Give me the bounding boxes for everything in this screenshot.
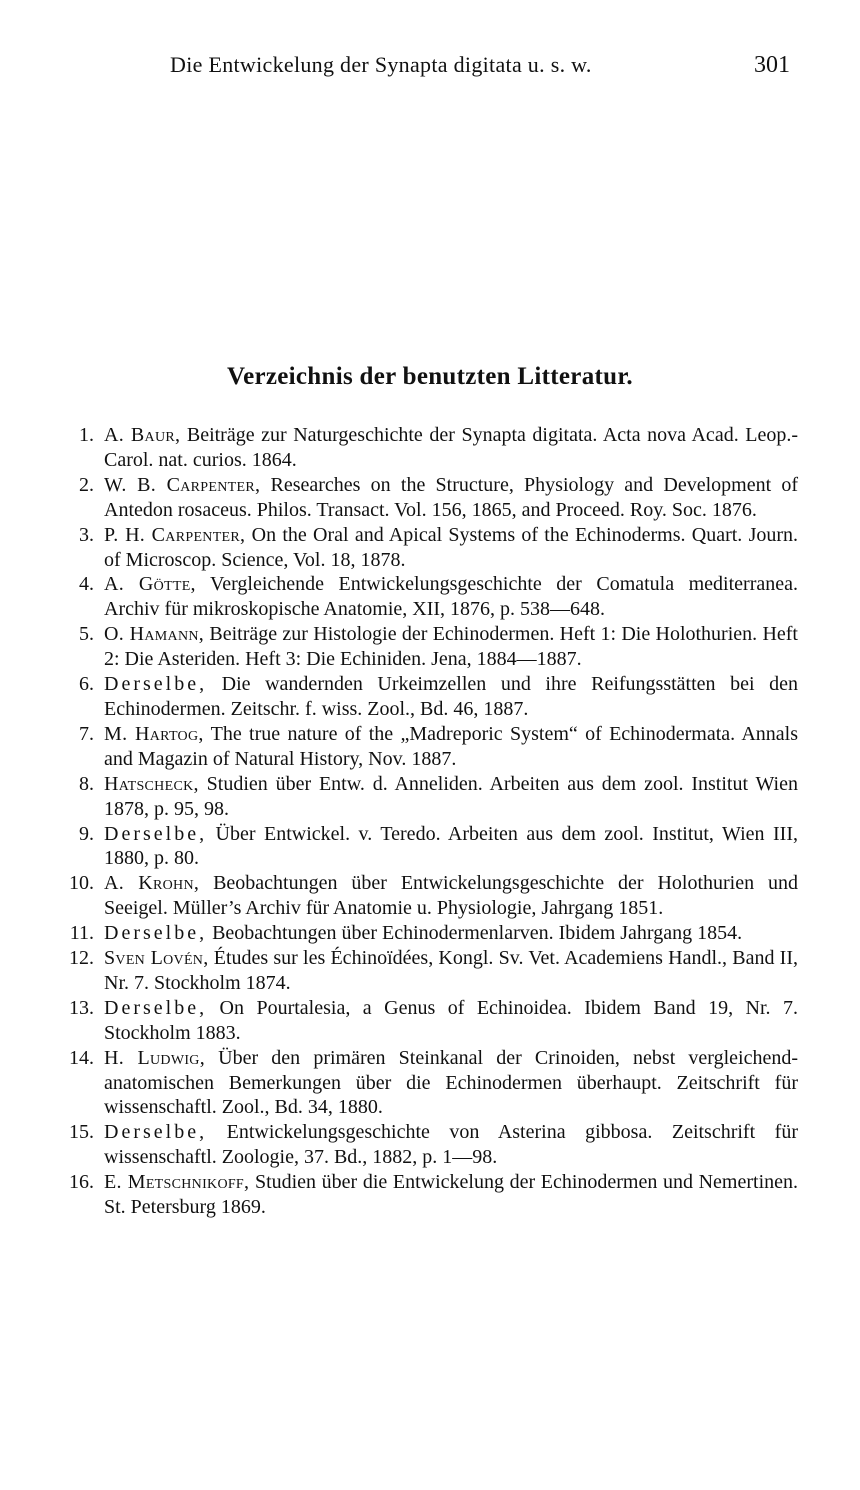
reference-text: The true nature of the „Madreporic System“ of Echinodermata. Annals and Magazin of Natural History, Nov. 1887. [104, 722, 799, 770]
reference-author: W. B. Carpenter, [104, 473, 261, 496]
section-title: Verzeichnis der benutzten Litteratur. [227, 363, 633, 390]
reference-text: Beiträge zur Histologie der Echinodermen. Heft 1: Die Holothurien. Heft 2: Die Asteriden. Heft 3: Die Echiniden. Jena, 1884—1887. [104, 623, 798, 671]
running-title: Die Entwickelung der Synapta digitata u. s. w. [170, 52, 592, 77]
reference-number: 16. [69, 1171, 94, 1194]
page-number: 301 [754, 52, 790, 78]
reference-text: Entwickelungsgeschichte von Asterina gibbosa. Zeitschrift für wissenschaftl. Zoologie, 37. Bd., 1882, p. 1—98. [104, 1121, 798, 1169]
reference-text: Beobachtungen über Echinodermenlarven. Ibidem Jahrgang 1854. [207, 922, 743, 945]
reference-text: On the Oral and Apical Systems of the Echinoderms. Quart. Journ. of Microscop. Science, Vol. 18, 1878. [104, 523, 799, 571]
reference-text: Über den primären Steinkanal der Crinoiden, nebst vergleichend-anatomischen Bemerkungen über die Echinodermen überhaupt. Zeitschrift für wissenschaftl. Zool., Bd. 34, 1880. [104, 1046, 798, 1119]
running-header [170, 52, 790, 86]
reference-list [50, 423, 798, 1220]
reference-number: 1. [79, 424, 94, 446]
reference-author: Derselbe, [104, 673, 208, 696]
reference-number: 5. [79, 623, 94, 646]
reference-item [50, 1170, 798, 1220]
reference-author: H. Ludwig, [104, 1046, 206, 1069]
reference-item [50, 523, 798, 573]
reference-number: 4. [79, 573, 94, 596]
reference-text: Studien über die Entwickelung der Echinodermen und Nemertinen. St. Petersburg 1869. [104, 1171, 799, 1219]
reference-number: 11. [69, 922, 94, 945]
reference-text: Die wandernden Urkeimzellen und ihre Reifungsstätten bei den Echinodermen. Zeitschr. f. wiss. Zool., Bd. 46, 1887. [104, 673, 798, 720]
reference-text: Beobachtungen über Entwickelungsgeschichte der Holothurien und Seeigel. Müller’s Archiv für Anatomie u. Physiologie, Jahrgang 1851. [104, 872, 798, 920]
reference-author: Derselbe, [104, 1121, 208, 1144]
reference-item [50, 822, 798, 872]
reference-text: Beiträge zur Naturgeschichte der Synapta digitata. Acta nova Acad. Leop.-Carol. nat. curios. 1864. [104, 424, 798, 471]
reference-number: 10. [69, 872, 94, 895]
reference-author: Sven Lovén, [104, 947, 209, 970]
reference-author: O. Hamann, [104, 623, 205, 646]
reference-author: Derselbe, [104, 996, 208, 1019]
reference-item [50, 722, 798, 772]
reference-author: Derselbe, [104, 822, 208, 845]
reference-item [50, 1120, 798, 1170]
reference-text: On Pourtalesia, a Genus of Echinoidea. Ibidem Band 19, Nr. 7. Stockholm 1883. [104, 996, 798, 1044]
reference-text: Studien über Entw. d. Anneliden. Arbeiten aus dem zool. Institut Wien 1878, p. 95, 98. [104, 772, 798, 820]
reference-item [50, 946, 798, 996]
reference-author: Hatscheck, [104, 772, 199, 795]
reference-number: 7. [79, 722, 94, 745]
reference-number: 8. [79, 772, 94, 795]
reference-item [50, 1046, 798, 1121]
reference-item [50, 423, 798, 473]
reference-text: Über Entwickel. v. Teredo. Arbeiten aus dem zool. Institut, Wien III, 1880, p. 80. [104, 822, 798, 870]
reference-number: 3. [79, 523, 94, 546]
reference-author: A. Götte, [104, 573, 196, 596]
reference-item [50, 921, 798, 946]
reference-number: 12. [69, 947, 94, 970]
reference-author: Derselbe, [104, 922, 208, 945]
reference-author: A. Baur, [104, 424, 181, 446]
reference-number: 15. [69, 1121, 94, 1144]
reference-number: 13. [69, 996, 94, 1019]
reference-item [50, 871, 798, 921]
reference-text: Researches on the Structure, Physiology and Development of Antedon rosaceus. Philos. Transact. Vol. 156, 1865, and Proceed. Roy. Soc. 1876. [104, 473, 799, 521]
reference-author: E. Metschnikoff, [104, 1171, 250, 1194]
reference-text: Études sur les Échinoïdées, Kongl. Sv. Vet. Academiens Handl., Band II, Nr. 7. Stockholm 1874. [104, 947, 798, 994]
reference-item [50, 473, 798, 523]
reference-number: 14. [69, 1046, 94, 1069]
reference-number: 9. [79, 822, 94, 845]
reference-author: P. H. Carpenter, [104, 523, 246, 546]
reference-item [50, 772, 798, 822]
reference-author: M. Hartog, [104, 722, 204, 745]
reference-item [50, 572, 798, 622]
reference-number: 2. [79, 473, 94, 496]
reference-text: Vergleichende Entwickelungsgeschichte der Comatula mediterranea. Archiv für mikroskopische Anatomie, XII, 1876, p. 538—648. [104, 573, 798, 621]
reference-number: 6. [79, 673, 94, 696]
reference-item [50, 996, 798, 1046]
reference-item [50, 672, 798, 722]
reference-author: A. Krohn, [104, 872, 200, 895]
reference-item [50, 622, 798, 672]
